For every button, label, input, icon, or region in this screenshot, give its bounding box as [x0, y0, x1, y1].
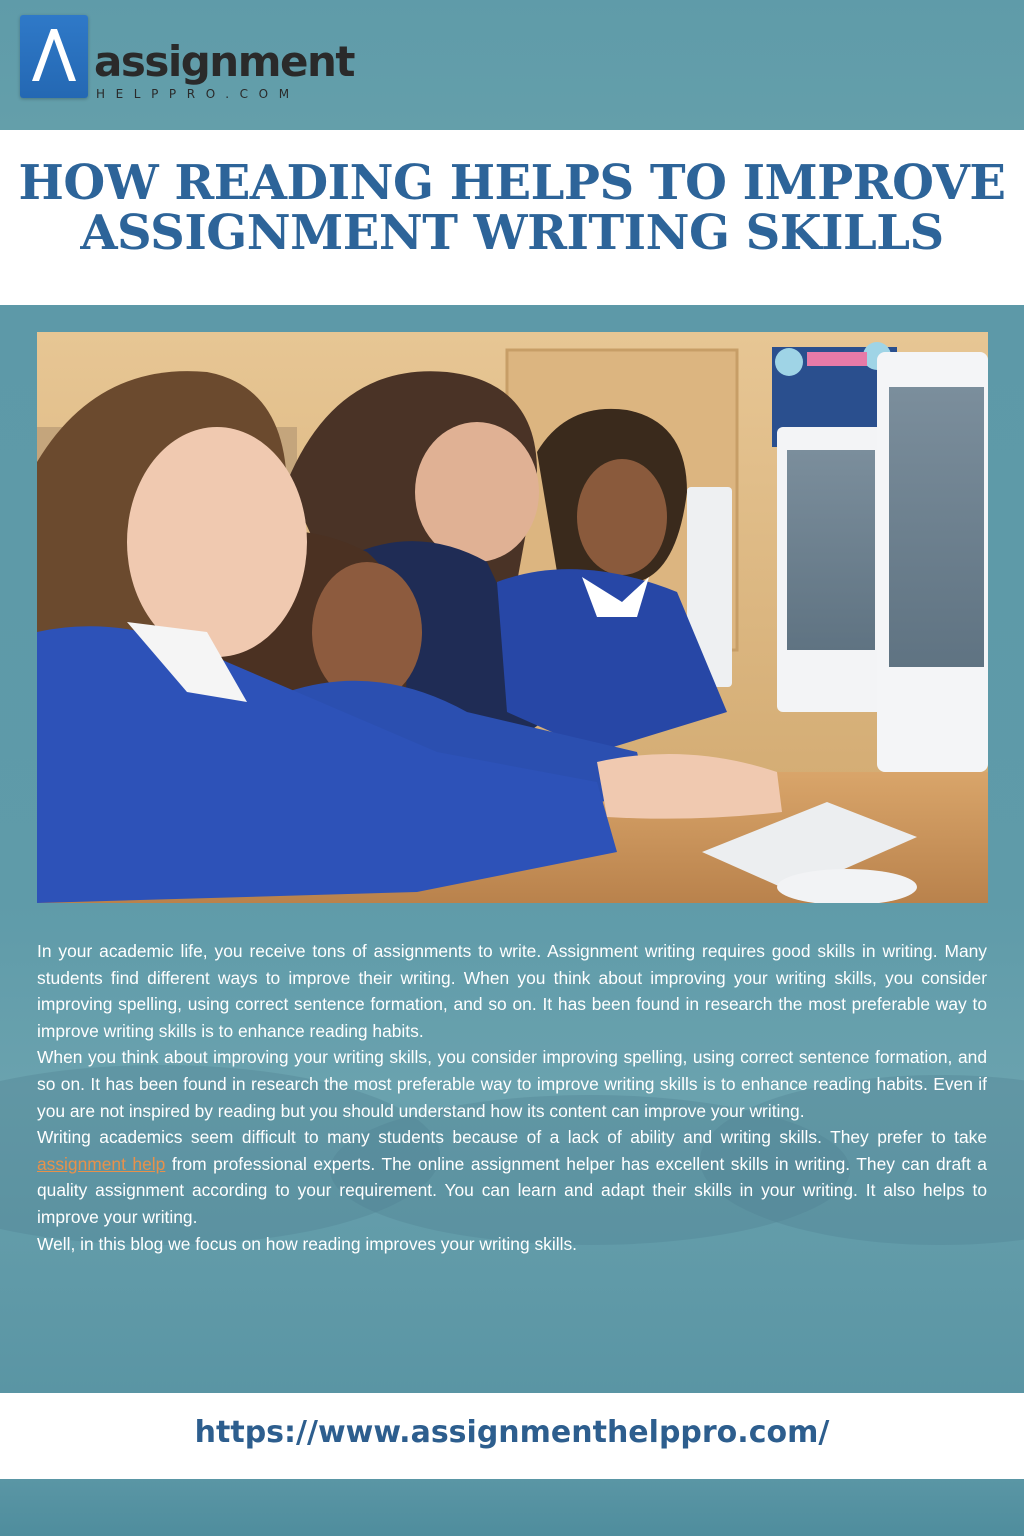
page-title	[0, 155, 1024, 261]
footer-banner	[0, 1393, 1024, 1479]
logo-domain: HELPPRO.COM	[96, 87, 300, 101]
paragraph: Well, in this blog we focus on how reading improves your writing skills.	[37, 1233, 577, 1254]
paragraph-text: Writing academics seem difficult to many students because of a lack of ability and writing skills. They prefer to take	[37, 1127, 987, 1148]
footer-background	[0, 1479, 1024, 1536]
page-title-line-2: ASSIGNMENT WRITING SKILLS	[80, 205, 944, 261]
logo-wordmark: assignment	[94, 37, 354, 86]
title-banner	[0, 130, 1024, 305]
page-title-line-1: HOW READING HELPS TO IMPROVE	[18, 155, 1006, 211]
website-url-link[interactable]: https://www.assignmenthelppro.com/	[194, 1415, 830, 1450]
paragraph	[37, 1124, 987, 1230]
article-body	[37, 938, 987, 1257]
paragraph-text: from professional experts. The online assignment helper has excellent skills in writing. They can draft a quality assignment according to your requirement. You can learn and adapt their skills in your writing. It also helps to improve your writing.	[37, 1153, 987, 1227]
assignment-help-link[interactable]: assignment help	[37, 1153, 166, 1174]
logo-lambda-icon	[20, 15, 88, 98]
paragraph: When you think about improving your writing skills, you consider improving spelling, using correct sentence formation, and so on. It has been found in research the most preferable way to improve writing skills is to enhance reading habits. Even if you are not inspired by reading but you should understand how its content can improve your writing.	[37, 1047, 987, 1121]
paragraph: In your academic life, you receive tons of assignments to write. Assignment writing requires good skills in writing. Many students find different ways to improve their writing. When you think about improving your writing skills, you consider improving spelling, using correct sentence formation, and so on. It has been found in research the most preferable way to improve writing skills is to enhance reading habits.	[37, 941, 987, 1041]
classroom-photo	[37, 332, 988, 903]
